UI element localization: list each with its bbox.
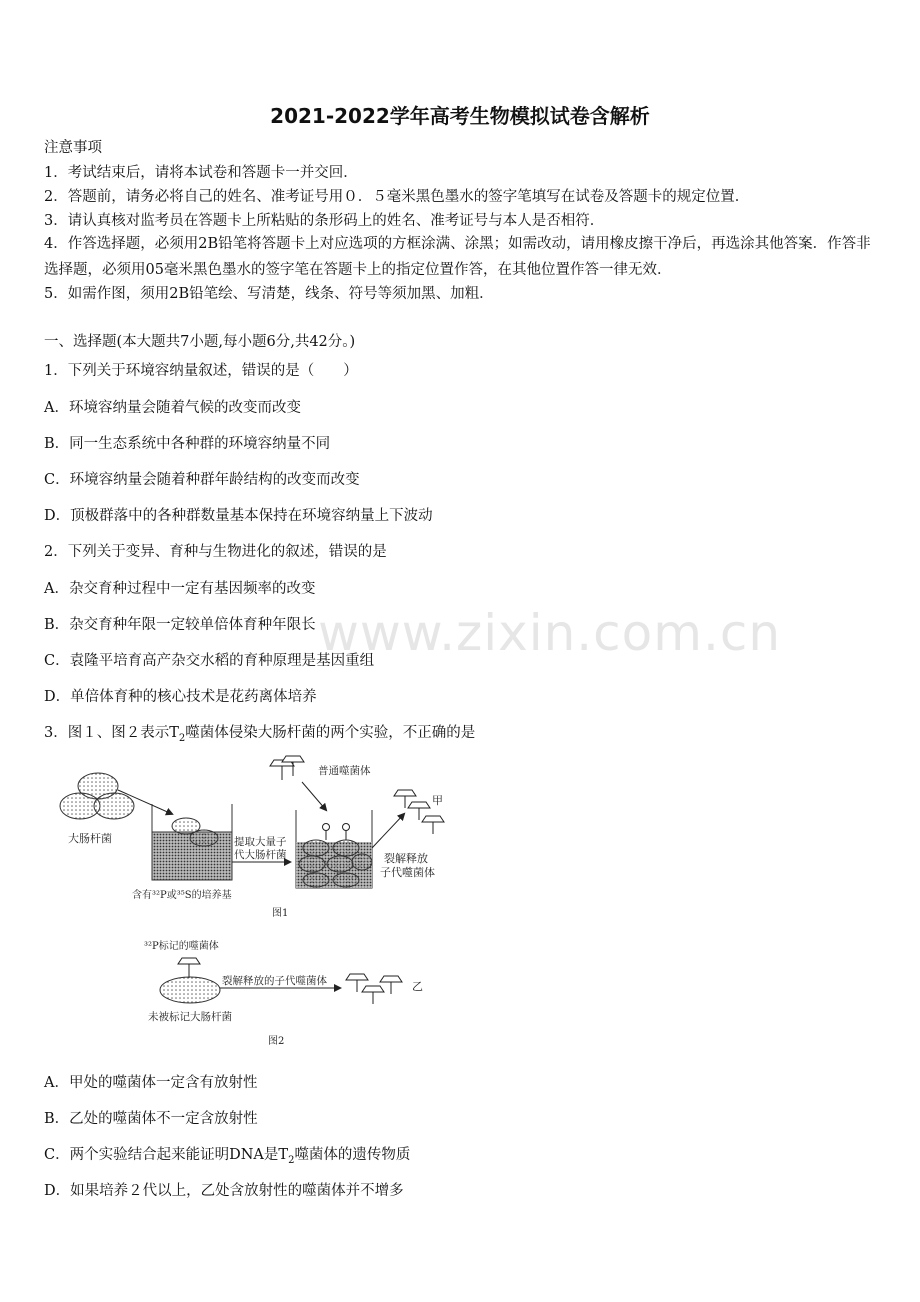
q1-option-b: B．同一生态系统中各种群的环境容纳量不同	[44, 436, 331, 452]
unlabeled-ecoli-label: 未被标记大肠杆菌	[148, 1011, 232, 1023]
fig2-lysis-label: 裂解释放的子代噬菌体	[222, 975, 327, 987]
labeled-phage-label: ³²P标记的噬菌体	[144, 941, 219, 952]
q3-option-d: D．如果培养２代以上，乙处含放射性的噬菌体并不增多	[44, 1183, 404, 1199]
q3-option-a: A．甲处的噬菌体一定含有放射性	[44, 1075, 258, 1091]
q2-option-c: C．袁隆平培育高产杂交水稻的育种原理是基因重组	[44, 653, 375, 669]
watermark: www.zixin.com.cn	[318, 604, 782, 662]
yi-label: 乙	[412, 980, 423, 993]
labeled-phage-icon	[178, 958, 200, 978]
infection-beaker	[296, 810, 372, 888]
q2-option-d: D．单倍体育种的核心技术是花药离体培养	[44, 689, 317, 705]
progeny-phage-icons-yi	[346, 974, 402, 1004]
notice-item-4: 4．作答选择题，必须用2B铅笔将答题卡上对应选项的方框涂满、涂黑；如需改动，请用橡皮擦干净后，再选涂其他答案．作答非选择题，必须用05毫米黑色墨水的签字笔在答题卡上的指定位置作答，在其他位置作答一律无效．	[44, 236, 871, 278]
q3-stem-after: 噬菌体侵染大肠杆菌的两个实验，不正确的是	[185, 725, 476, 741]
extract-label-2: 代大肠杆菌	[234, 849, 287, 861]
q3-stem-before: 3．图１、图２表示T	[44, 725, 179, 741]
extract-label-1: 提取大量子	[234, 836, 287, 848]
q2-stem: 2．下列关于变异、育种与生物进化的叙述，错误的是	[44, 544, 387, 560]
q1-option-a: A．环境容纳量会随着气候的改变而改变	[44, 400, 301, 416]
fig2-caption: 图2	[268, 1036, 285, 1047]
notice-item-3: 3．请认真核对监考员在答题卡上所粘贴的条形码上的姓名、准考证号与本人是否相符．	[44, 213, 605, 229]
notice-heading: 注意事项	[44, 140, 102, 156]
notice-item-1: 1．考试结束后，请将本试卷和答题卡一并交回．	[44, 165, 358, 181]
phage-experiment-figure	[54, 752, 446, 1057]
normal-phage-label: 普通噬菌体	[318, 765, 371, 777]
page-title: 2021-2022学年高考生物模拟试卷含解析	[270, 104, 650, 128]
q3-c-sub: 2	[288, 1154, 295, 1166]
ecoli-label: 大肠杆菌	[68, 832, 112, 845]
q3-option-b: B．乙处的噬菌体不一定含放射性	[44, 1111, 258, 1127]
lysis-label-1: 裂解释放	[384, 852, 428, 865]
unlabeled-ecoli	[160, 977, 220, 1003]
normal-phage-icon	[270, 756, 304, 780]
q2-option-b: B．杂交育种年限一定较单倍体育种年限长	[44, 617, 316, 633]
q3-stem-sub: 2	[178, 732, 186, 744]
q1-option-d: D．顶极群落中的各种群数量基本保持在环境容纳量上下波动	[44, 508, 433, 524]
lysis-label-2: 子代噬菌体	[380, 866, 435, 879]
ecoli-cluster	[60, 773, 134, 819]
q2-option-a: A．杂交育种过程中一定有基因频率的改变	[44, 581, 316, 597]
medium-label: 含有³²P或³⁵S的培养基	[132, 890, 232, 901]
fig1-caption: 图1	[272, 908, 289, 919]
notice-item-5: 5．如需作图，须用2B铅笔绘、写清楚，线条、符号等须加黑、加粗．	[44, 286, 494, 302]
q1-option-c: C．环境容纳量会随着种群年龄结构的改变而改变	[44, 472, 360, 488]
q3-c-before: C．两个实验结合起来能证明DNA是T	[44, 1147, 289, 1163]
culture-beaker	[152, 804, 232, 880]
q3-c-after: 噬菌体的遗传物质	[294, 1147, 411, 1163]
notice-item-2: 2．答题前，请务必将自己的姓名、准考证号用０．５毫米黑色墨水的签字笔填写在试卷及答题卡的规定位置．	[44, 189, 750, 205]
q3-stem	[44, 724, 475, 748]
q3-option-c	[44, 1146, 410, 1170]
section-heading: 一、选择题(本大题共7小题,每小题6分,共42分。)	[44, 334, 356, 350]
jia-label: 甲	[432, 794, 443, 807]
q1-stem: 1．下列关于环境容纳量叙述，错误的是（ ）	[44, 363, 358, 379]
